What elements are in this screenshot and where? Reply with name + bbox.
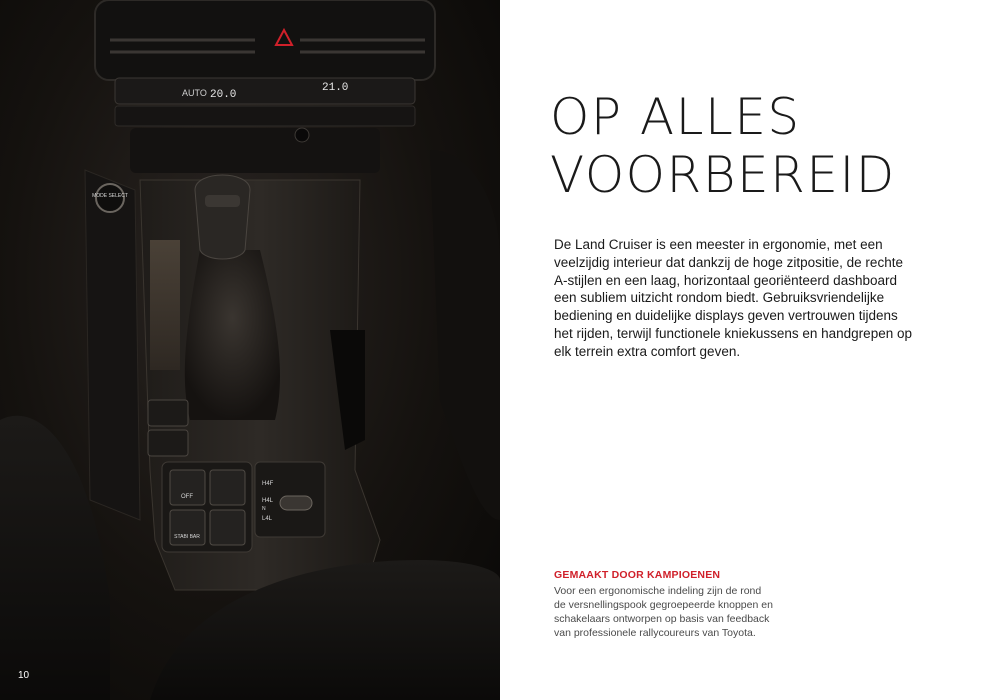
off-label: OFF (181, 494, 193, 500)
gear-knob (195, 175, 250, 259)
climate-panel (115, 78, 415, 104)
climate-display-left: 20.0 (210, 89, 237, 101)
diff-lock-button (210, 510, 245, 545)
page-title-line-1: OP ALLES (550, 88, 801, 146)
page-number: 10 (18, 670, 30, 681)
climate-display-right: 21.0 (322, 82, 349, 94)
page-title (550, 88, 970, 204)
auto-label: AUTO (182, 88, 207, 98)
gear-boot (185, 250, 280, 420)
h4l-label: H4L (262, 498, 274, 504)
neutral-label: N (262, 506, 266, 512)
transfer-lever (280, 496, 312, 510)
stabi-bar-label: STABI BAR (174, 534, 200, 540)
passenger-side (430, 150, 500, 520)
feature-text: Voor een ergonomische indeling zijn de rond de versnellingspook gegroepeerde knoppen en schakelaars ontworpen op basis van feedback van professionele rallycoureurs van Toyota. (554, 585, 773, 639)
feature-heading: GEMAAKT DOOR KAMPIOENEN (554, 569, 721, 581)
h4f-label: H4F (262, 481, 274, 487)
text-column (500, 0, 1000, 700)
usb-port (295, 128, 309, 142)
crawl-button (210, 470, 245, 505)
l4l-label: L4L (262, 516, 273, 522)
parking-brake-button (148, 400, 188, 426)
auto-hold-button (148, 430, 188, 456)
page-title-line-2: VOORBEREID (550, 146, 896, 204)
mode-select-label: MODE SELECT (92, 193, 128, 199)
body-paragraph: De Land Cruiser is een meester in ergonomie, met een veelzijdig interieur dat dankzij de hoge zitpositie, de rechte A-stijlen en een laag, horizontaal georiënteerd dashboard een subliem uitzicht rondom biedt. Gebruiksvriendelijke bediening en duidelijke displays geven vertrouwen tijdens het rijden, terwijl functionele kniekussens en handgrepen op elk terrein extra comfort geven. (554, 237, 912, 359)
